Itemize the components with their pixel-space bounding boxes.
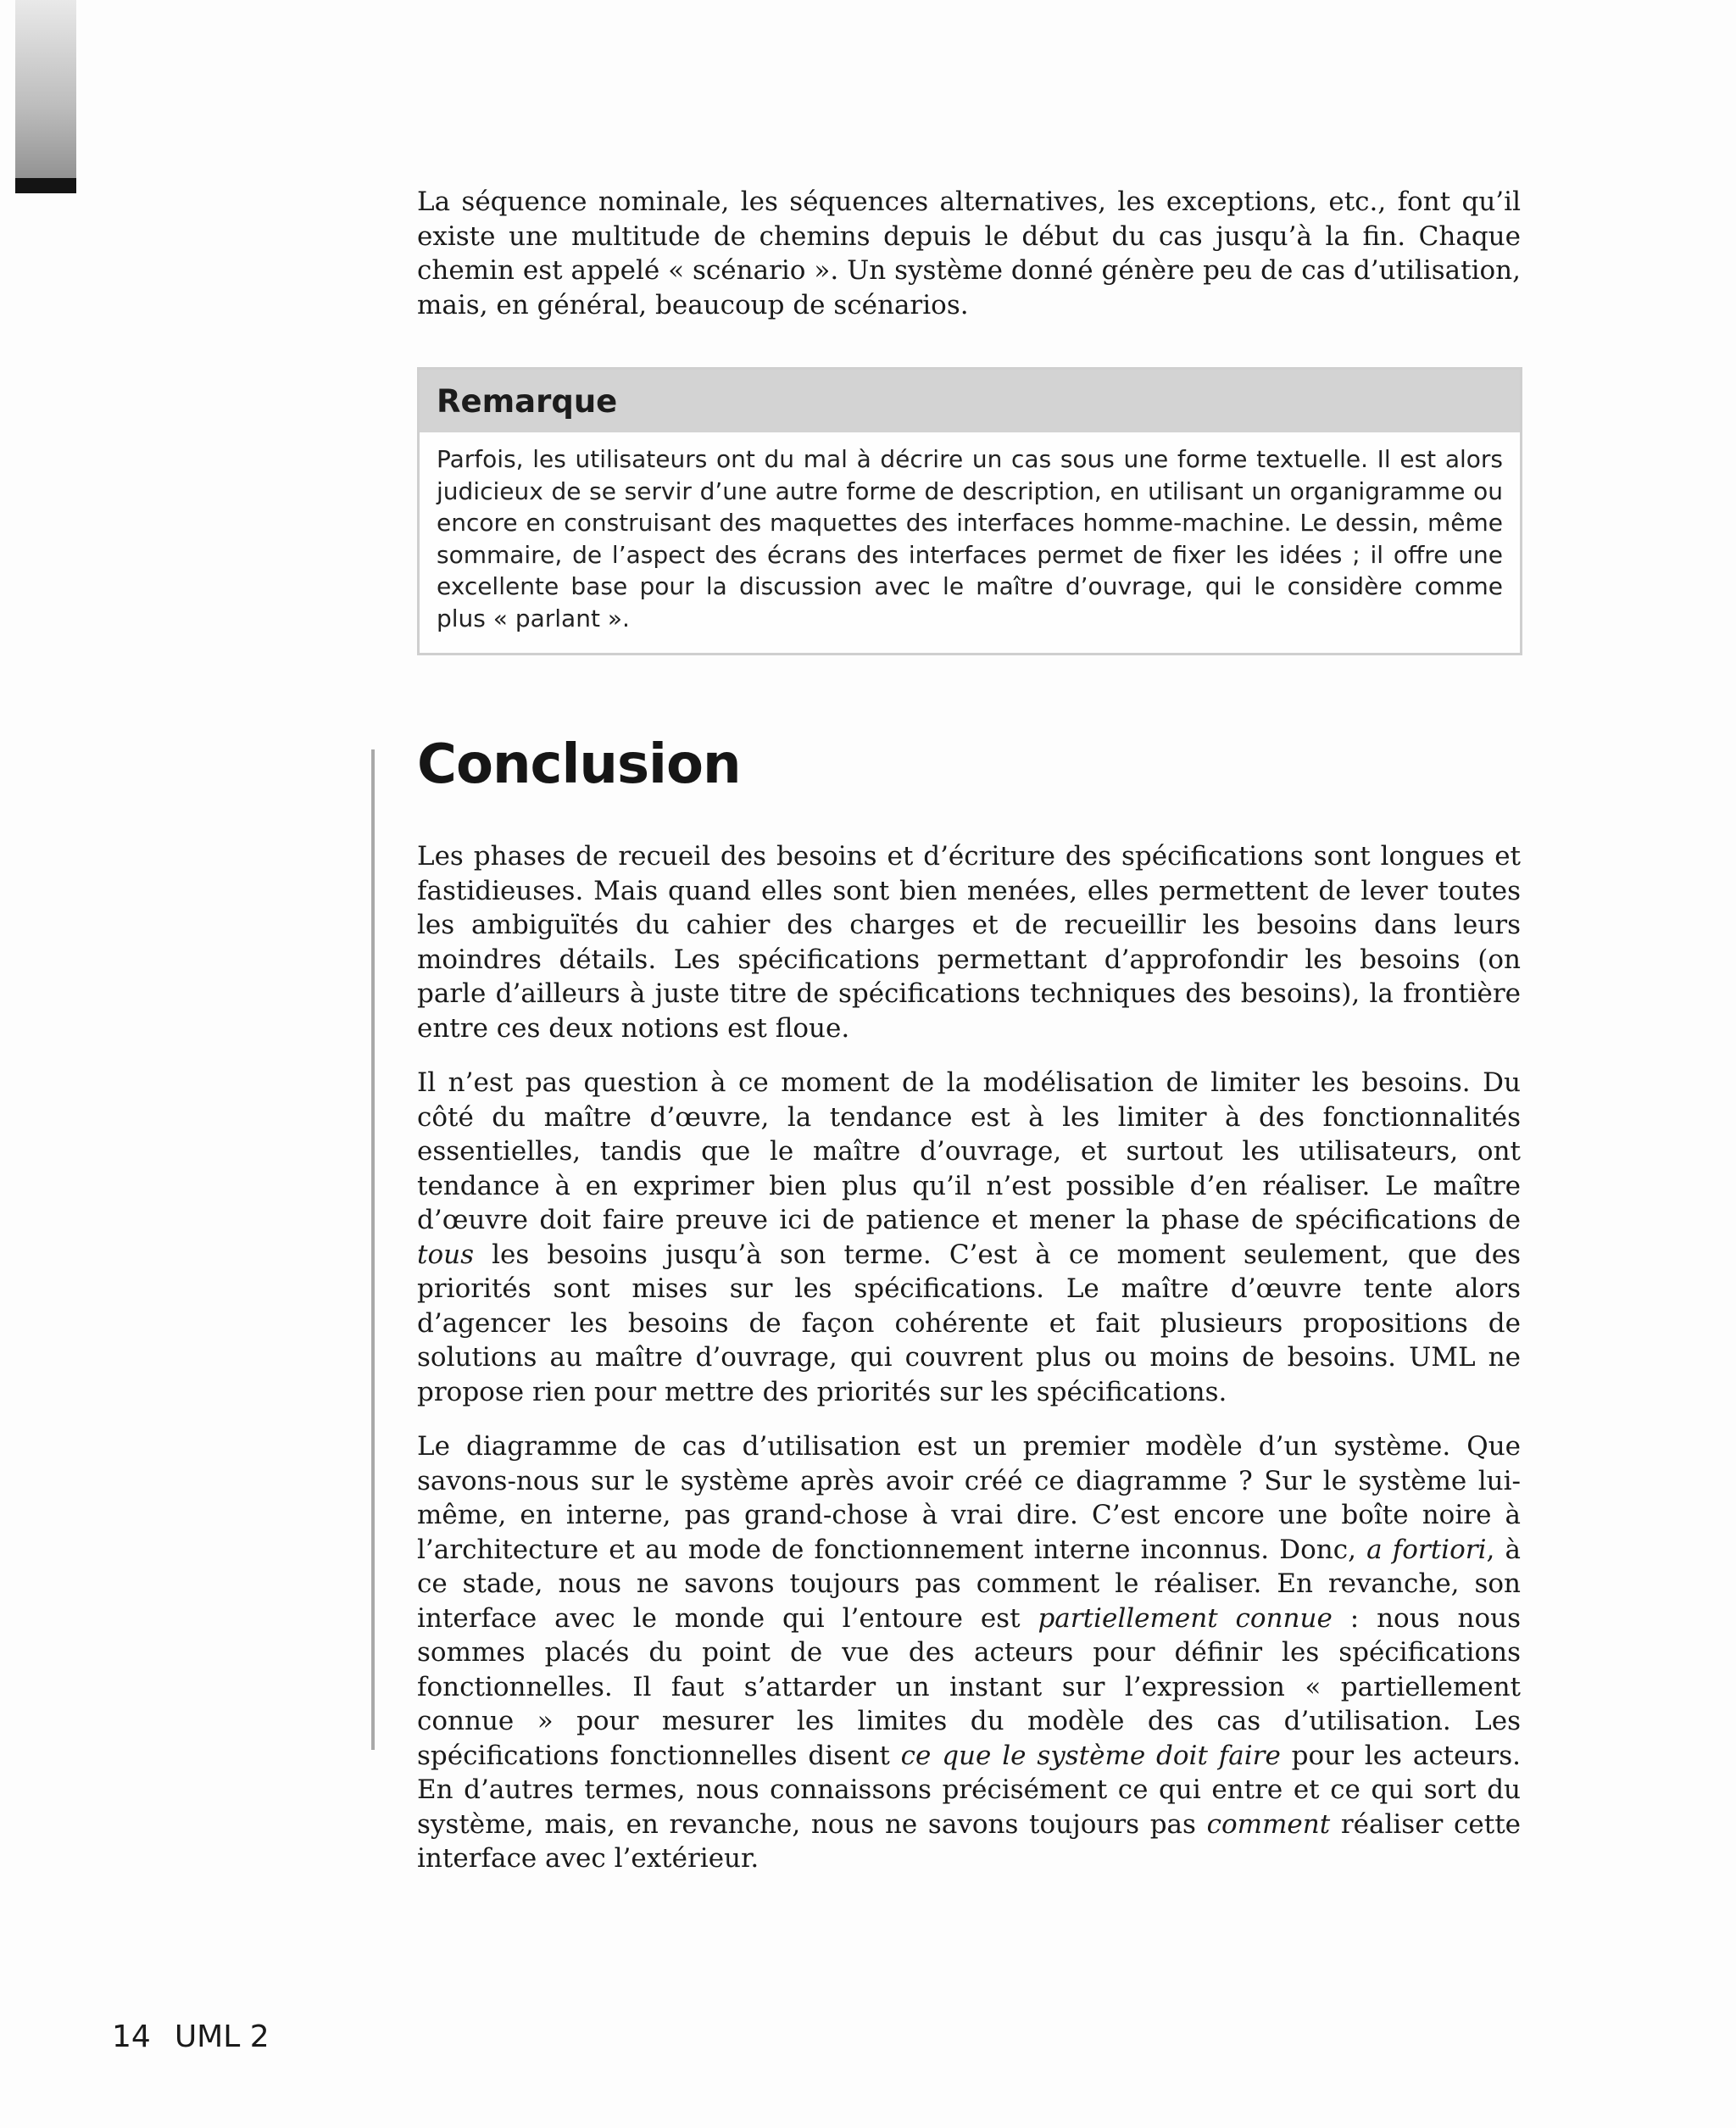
text-run: les besoins jusqu’à son terme. C’est à ce moment seulement, que des priorités sont mises sur les spécifications. Le maître d’œuvre tente alors d’agencer les besoins de façon cohérente et fait plusieurs propositions de solutions au maître d’ouvrage, qui couvrent plus ou moins de besoins. UML ne propose rien pour mettre des priorités sur les spécifications. [417, 1239, 1521, 1407]
section-title: Conclusion [417, 733, 741, 796]
conclusion-paragraph-2 [417, 1066, 1521, 1409]
intro-paragraph: La séquence nominale, les séquences alternatives, les exceptions, etc., font qu’il existe une multitude de chemins depuis le début du cas jusqu’à la fin. Chaque chemin est appelé « scénario ». Un système donné génère peu de cas d’utilisation, mais, en général, beaucoup de scénarios. [417, 187, 1521, 320]
chapter-tab-marker [15, 0, 76, 193]
note-box [417, 367, 1522, 655]
note-header [420, 370, 1520, 432]
text-run: Le diagramme de cas d’utilisation est un premier modèle d’un système. Que savons-nous sur le système après avoir créé ce diagramme ? Sur le système lui-même, en interne, pas grand-chose à vrai dire. C’est encore une boîte noire à l’architecture et au mode de fonctionnement interne inconnus. Donc, [417, 1431, 1521, 1565]
conclusion-paragraph-3 [417, 1429, 1521, 1876]
page-number: 14 [112, 2019, 151, 2054]
emphasis-text: ce que le système doit faire [900, 1740, 1281, 1771]
note-title: Remarque [437, 382, 618, 420]
text-run: , à ce stade, nous ne savons toujours pas comment le réaliser. En revanche, son interface avec le monde qui l’entoure est [417, 1534, 1521, 1634]
emphasis-text: partiellement connue [1038, 1602, 1333, 1634]
text-run: pour les acteurs. En d’autres termes, nous connaissons précisément ce qui entre et ce qui sort du système, mais, en revanche, nous ne savons toujours pas [417, 1740, 1522, 1840]
text-run: : nous nous sommes placés du point de vue des acteurs pour définir les spécifications fonctionnelles. Il faut s’attarder un instant sur l’expression « partiellement connue » pour mesurer les limites du modèle des cas d’utilisation. Les spécifications fonctionnelles disent [417, 1602, 1521, 1771]
text-run: Il n’est pas question à ce moment de la modélisation de limiter les besoins. Du côté du maître d’œuvre, la tendance est à les limiter à des fonctionnalités essentielles, tandis que le maître d’ouvrage, et surtout les utilisateurs, ont tendance à en exprimer bien plus qu’il n’est possible d’en réaliser. Le maître d’œuvre doit faire preuve ici de patience et mener la phase de spécifications de [417, 1067, 1521, 1235]
chapter-tab-bar [15, 178, 76, 193]
page-footer [112, 2019, 270, 2054]
conclusion-body [417, 839, 1521, 1897]
book-title: UML 2 [174, 2019, 270, 2054]
text-run: réaliser cette interface avec l’extérieur. [417, 1808, 1521, 1874]
section-margin-rule [371, 749, 375, 1750]
note-body: Parfois, les utilisateurs ont du mal à décrire un cas sous une forme textuelle. Il est alors judicieux de se servir d’une autre forme de description, en utilisant un organigramme ou encore en construisant des maquettes des interfaces homme-machine. Le dessin, même sommaire, de l’aspect des écrans des interfaces permet de fixer les idées ; il offre une excellente base pour la discussion avec le maître d’ouvrage, qui le considère comme plus « parlant ». [437, 445, 1503, 632]
conclusion-paragraph-1: Les phases de recueil des besoins et d’écriture des spécifications sont longues et fastidieuses. Mais quand elles sont bien menées, elles permettent de lever toutes les ambiguïtés du cahier des charges et de recueillir les besoins dans leurs moindres détails. Les spécifications permettant d’approfondir les besoins (on parle d’ailleurs à juste titre de spécifications techniques des besoins), la frontière entre ces deux notions est floue. [417, 841, 1521, 1044]
emphasis-text: a fortiori [1366, 1534, 1487, 1565]
emphasis-text: comment [1206, 1808, 1331, 1840]
emphasis-text: tous [417, 1239, 474, 1270]
